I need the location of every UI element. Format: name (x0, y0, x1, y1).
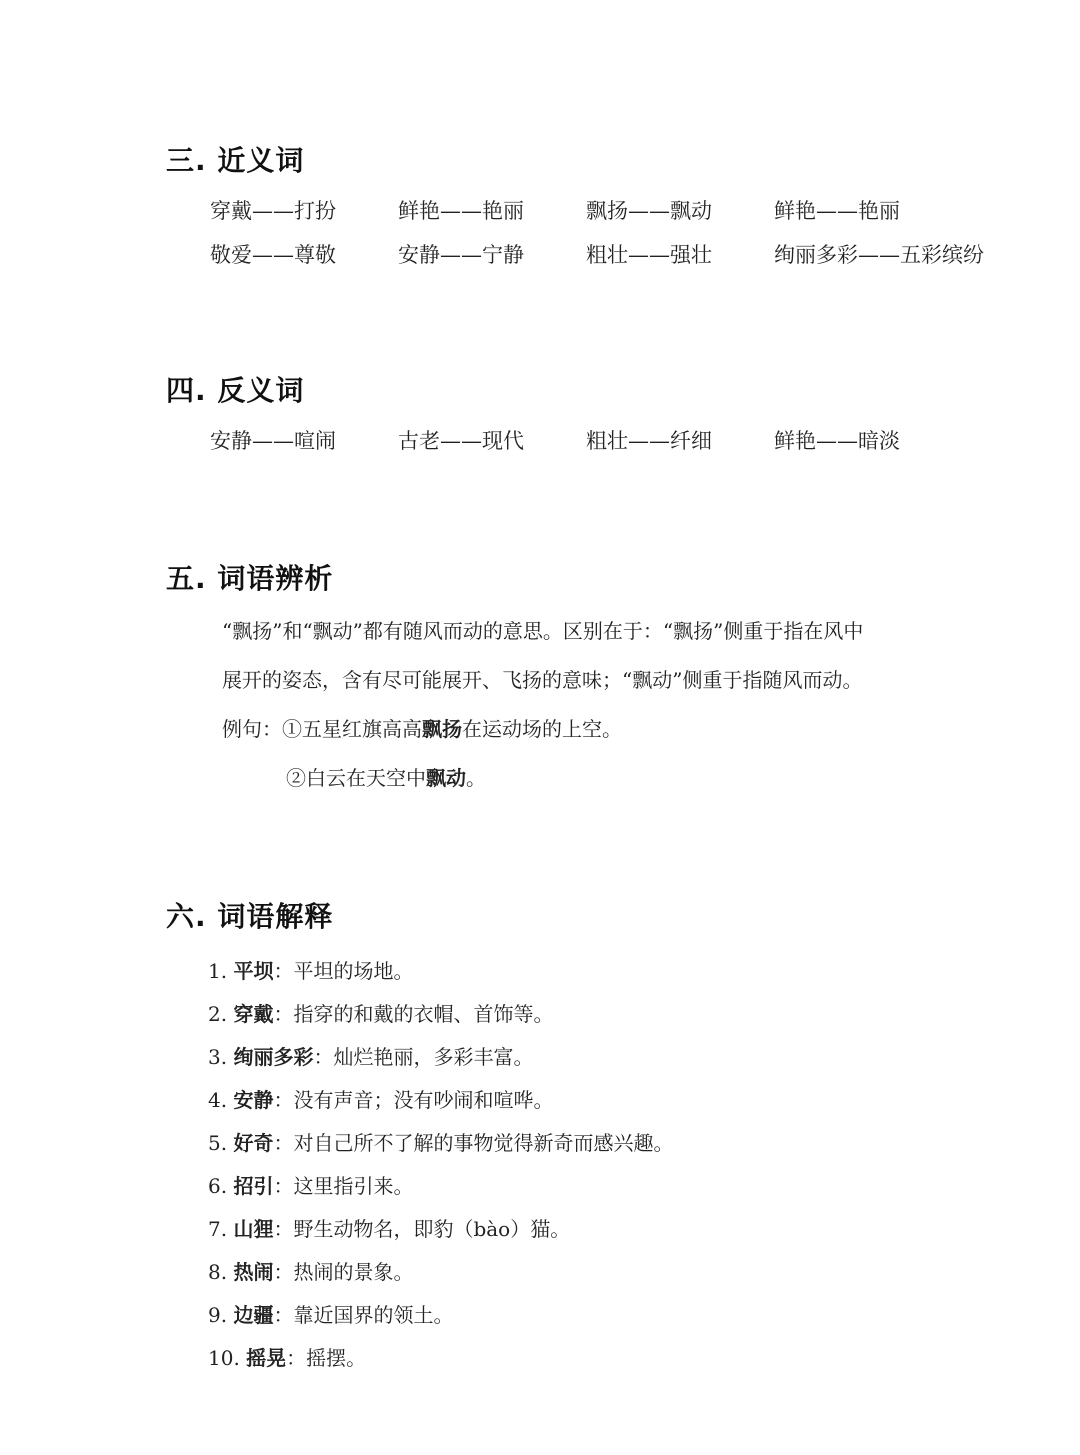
example-text: ②白云在天空中 (286, 766, 426, 790)
antonym-pair: 古老——现代 (398, 429, 524, 453)
definition: ：靠近国界的领土。 (273, 1303, 454, 1327)
term: 安静 (233, 1088, 274, 1112)
definition: ：摇摆。 (286, 1346, 367, 1370)
synonym-pair: 绚丽多彩——五彩缤纷 (774, 243, 984, 267)
definition: ：指穿的和戴的衣帽、首饰等。 (273, 1002, 554, 1026)
definition: ：热闹的景象。 (273, 1260, 414, 1284)
item-number: 8. (208, 1260, 228, 1284)
definition-list (208, 950, 673, 1380)
synonym-pair: 安静——宁静 (398, 243, 524, 267)
antonym-pair: 安静——喧闹 (210, 429, 336, 453)
synonym-pair: 飘扬——飘动 (586, 199, 712, 223)
analysis-line: “飘扬”和“飘动”都有随风而动的意思。区别在于：“飘扬”侧重于指在风中 (222, 619, 864, 643)
definition: ：野生动物名，即豹（bào）猫。 (273, 1217, 571, 1241)
example-text: 。 (466, 766, 486, 790)
item-number: 5. (208, 1131, 228, 1155)
synonym-pair: 鲜艳——艳丽 (398, 199, 524, 223)
example-sentence-2 (222, 754, 1012, 803)
synonym-list (210, 196, 1014, 270)
antonym-pair: 粗壮——纤细 (586, 429, 712, 453)
item-number: 2. (208, 1002, 228, 1026)
term: 边疆 (233, 1303, 274, 1327)
definition-item (208, 1337, 673, 1380)
section-3-heading: 三. 近义词 (166, 144, 305, 177)
term: 招引 (233, 1174, 274, 1198)
term: 山狸 (233, 1217, 274, 1241)
definition-item (208, 1079, 673, 1122)
item-number: 3. (208, 1045, 228, 1069)
example-keyword: 飘扬 (422, 717, 462, 741)
definition: ：灿烂艳丽，多彩丰富。 (313, 1045, 534, 1069)
definition-item (208, 1036, 673, 1079)
term: 热闹 (233, 1260, 274, 1284)
definition-item (208, 950, 673, 993)
item-number: 6. (208, 1174, 228, 1198)
word-analysis (222, 607, 1012, 803)
item-number: 7. (208, 1217, 228, 1241)
definition-item (208, 1165, 673, 1208)
definition-item (208, 1122, 673, 1165)
section-6-heading: 六. 词语解释 (166, 900, 334, 933)
item-number: 1. (208, 959, 228, 983)
synonym-pair: 敬爱——尊敬 (210, 243, 336, 267)
item-number: 10. (208, 1346, 240, 1370)
item-number: 9. (208, 1303, 228, 1327)
item-number: 4. (208, 1088, 228, 1112)
term: 穿戴 (233, 1002, 274, 1026)
definition: ：对自己所不了解的事物觉得新奇而感兴趣。 (273, 1131, 674, 1155)
synonym-pair: 穿戴——打扮 (210, 199, 336, 223)
definition: ：平坦的场地。 (273, 959, 414, 983)
section-4-heading: 四. 反义词 (166, 374, 305, 407)
example-keyword: 飘动 (426, 766, 466, 790)
term: 好奇 (233, 1131, 274, 1155)
definition-item (208, 1294, 673, 1337)
example-sentence-1 (222, 705, 1012, 754)
definition-item (208, 993, 673, 1036)
antonym-pair: 鲜艳——暗淡 (774, 429, 900, 453)
analysis-line: 展开的姿态，含有尽可能展开、飞扬的意味；“飘动”侧重于指随风而动。 (222, 668, 863, 692)
synonym-pair: 鲜艳——艳丽 (774, 199, 900, 223)
definition-item (208, 1251, 673, 1294)
example-text: 在运动场的上空。 (462, 717, 622, 741)
definition: ：没有声音；没有吵闹和喧哗。 (273, 1088, 554, 1112)
synonym-pair: 粗壮——强壮 (586, 243, 712, 267)
term: 平坝 (233, 959, 274, 983)
definition-item (208, 1208, 673, 1251)
section-5-heading: 五. 词语辨析 (166, 562, 334, 595)
term: 绚丽多彩 (233, 1045, 314, 1069)
definition: ：这里指引来。 (273, 1174, 414, 1198)
antonym-list (210, 426, 1014, 456)
example-text: 例句：①五星红旗高高 (222, 717, 422, 741)
term: 摇晃 (246, 1346, 287, 1370)
